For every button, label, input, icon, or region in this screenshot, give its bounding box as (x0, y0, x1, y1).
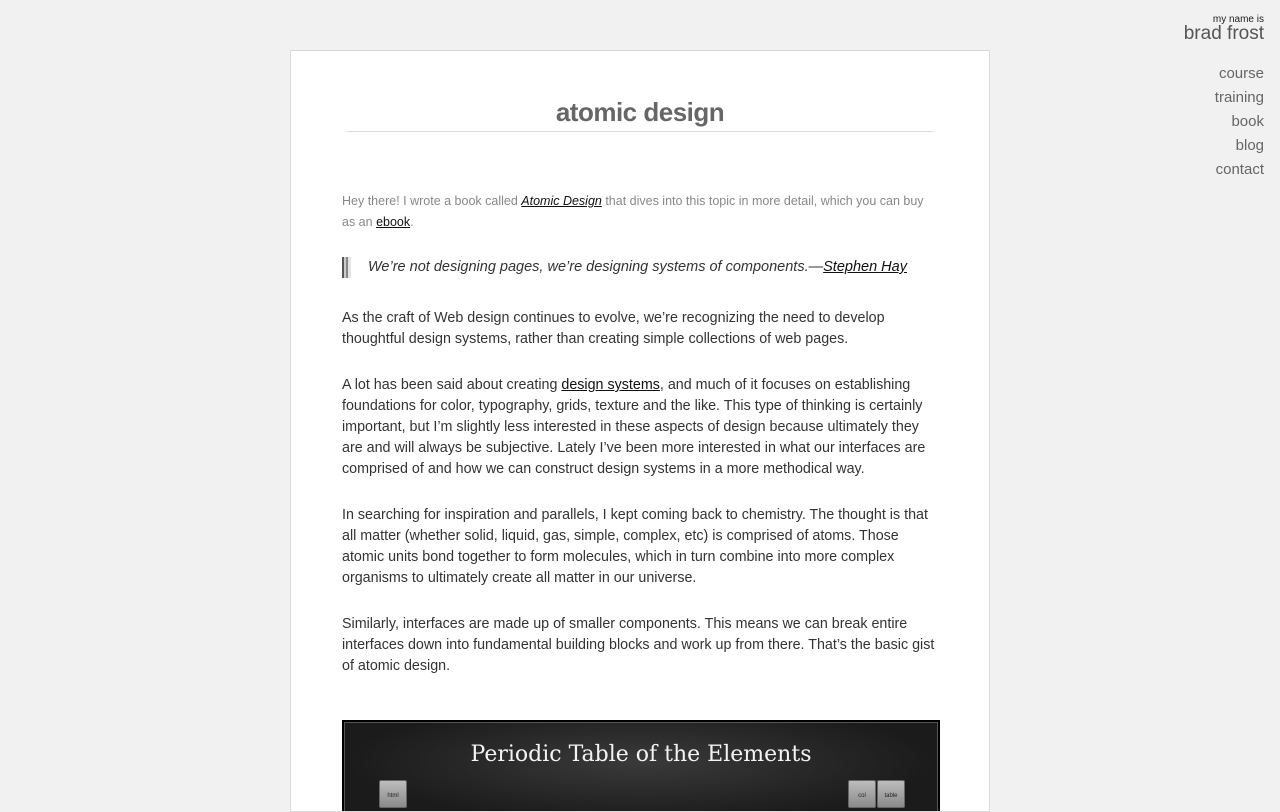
paragraph-4: Similarly, interfaces are made up of smaller components. This means we can break entire interfaces down into fundamental building blocks and work up from there. That’s the basic gist of atomic design. (342, 616, 935, 674)
article-content (342, 191, 938, 702)
name-prefix: my name is (1212, 14, 1264, 25)
paragraph-1: As the craft of Web design continues to evolve, we’re recognizing the need to develop thoughtful design systems, rather than creating simple collections of web pages. (342, 310, 885, 347)
periodic-table-figure (342, 720, 940, 812)
element-tile-col: col (848, 780, 876, 808)
nav-link-training[interactable]: training (1214, 89, 1264, 106)
ebook-link[interactable]: ebook (376, 215, 411, 229)
figure-title: Periodic Table of the Elements (470, 742, 812, 767)
intro-text-2: that dives into this topic in more detail, which you can buy as an (342, 194, 924, 229)
book-link[interactable]: Atomic Design (521, 194, 602, 208)
nav-link-course[interactable]: course (1218, 65, 1264, 82)
article-page (290, 50, 990, 812)
pull-quote (342, 257, 938, 277)
paragraph-2-text-after: , and much of it focuses on establishing foundations for color, typography, grids, texture and the like. This type of thinking is certainly important, but I’m slightly less interested in these aspects of design because ultimately they are and will always be subjective. Lately I’ve been more interested in what our interfaces are comprised of and how we can construct design systems in a more methodical way. (342, 377, 926, 477)
book-emphasis (521, 194, 602, 208)
intro-note (342, 191, 938, 233)
site-header (1184, 14, 1264, 182)
site-name-link[interactable]: brad frost (1183, 23, 1264, 44)
element-tile-html: html (379, 780, 407, 808)
intro-text-1: Hey there! I wrote a book called (342, 194, 522, 208)
nav-item-course (1184, 62, 1264, 86)
design-systems-link[interactable]: design systems (561, 377, 660, 393)
intro-text-3: . (410, 215, 414, 229)
paragraph-3: In searching for inspiration and parallels, I kept coming back to chemistry. The thought is that all matter (whether solid, liquid, gas, simple, complex, etc) is comprised of atoms. Those atomic units bond together to form molecules, which in turn combine into more complex organisms to ultimately create all matter in our universe. (342, 507, 928, 586)
nav-item-book (1184, 110, 1264, 134)
quote-author-link[interactable]: Stephen Hay (823, 259, 907, 275)
nav-link-blog[interactable]: blog (1235, 137, 1264, 154)
paragraph-2-text-before: A lot has been said about creating (342, 377, 562, 393)
nav-item-blog (1184, 134, 1264, 158)
nav-item-contact (1184, 158, 1264, 182)
quote-text: We’re not designing pages, we’re designing systems of components.— (368, 259, 824, 275)
nav-item-training (1184, 86, 1264, 110)
nav-link-book[interactable]: book (1231, 113, 1264, 130)
page-title: atomic design (347, 97, 933, 132)
quote-bar-decoration (342, 257, 351, 278)
main-nav (1184, 62, 1264, 182)
nav-link-contact[interactable]: contact (1215, 161, 1264, 178)
paragraph-2 (342, 375, 938, 480)
element-tile-table: table (877, 780, 905, 808)
